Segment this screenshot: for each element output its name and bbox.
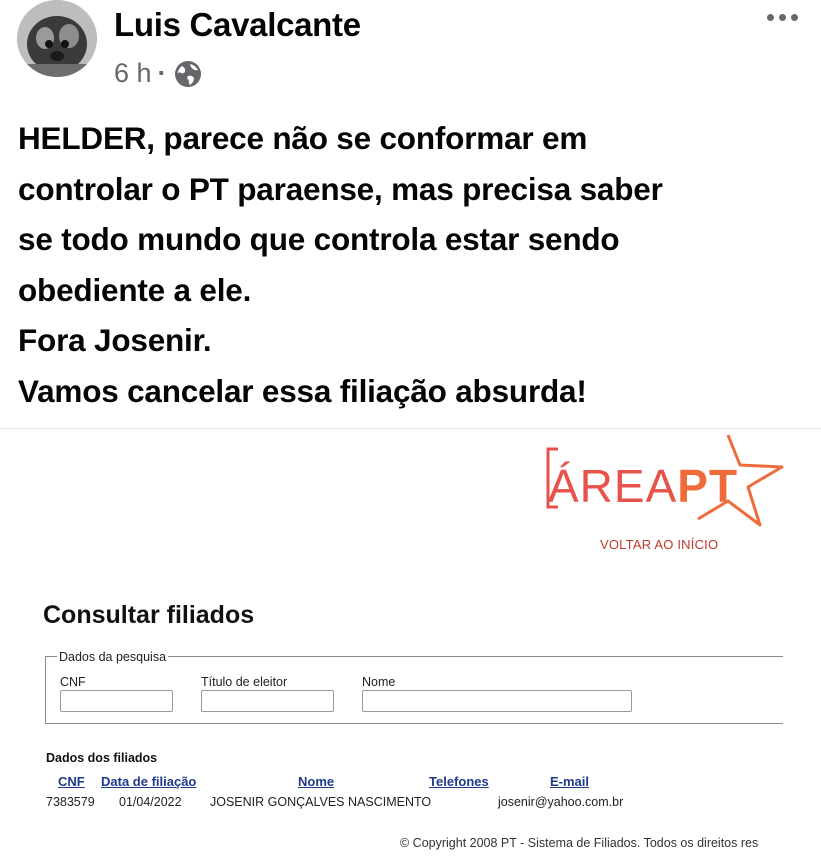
search-legend: Dados da pesquisa [59,650,167,664]
cell-cnf: 7383579 [46,795,95,809]
titulo-eleitor-label: Título de eleitor [201,675,288,689]
post-line: obediente a ele. [18,271,252,308]
voltar-link[interactable]: VOLTAR AO INÍCIO [600,537,719,552]
results-title: Dados dos filiados [46,751,158,765]
author-name[interactable]: Luis Cavalcante [114,6,361,43]
titulo-eleitor-input[interactable] [201,690,334,712]
column-header-cnf[interactable]: CNF [58,774,85,789]
post-line: Vamos cancelar essa filiação absurda! [18,372,587,409]
more-options-button[interactable] [762,8,802,26]
nome-label: Nome [362,675,396,689]
avatar[interactable] [17,0,97,77]
cnf-label: CNF [60,675,86,689]
post-line: HELDER, parece não se conformar em [18,120,588,156]
globe-icon[interactable] [173,59,203,89]
page-title: Consultar filiados [43,601,255,629]
column-header-telefones[interactable]: Telefones [429,774,489,789]
post-line: Fora Josenir. [18,322,212,358]
cell-data-filiacao: 01/04/2022 [119,795,182,809]
post-time[interactable]: 6 h [114,58,152,88]
meta-separator: · [157,58,167,88]
cell-email: josenir@yahoo.com.br [498,795,624,809]
cnf-input[interactable] [60,690,173,712]
column-header-email[interactable]: E-mail [550,774,590,789]
column-header-data-filiacao[interactable]: Data de filiação [101,774,197,789]
column-header-nome[interactable]: Nome [298,774,335,789]
post-line: controlar o PT paraense, mas precisa saber [18,170,663,207]
cell-nome: JOSENIR GONÇALVES NASCIMENTO [210,795,432,809]
nome-input[interactable] [362,690,632,712]
more-options-icon [767,14,774,21]
post-text [18,113,808,416]
post-meta [114,58,203,89]
post-image[interactable] [0,429,821,867]
copyright-text: © Copyright 2008 PT - Sistema de Filiados. Todos os direitos res [400,836,759,850]
area-pt-logo-text: ÁREAPT [548,460,739,512]
post-line: se todo mundo que controla estar sendo [18,221,620,257]
